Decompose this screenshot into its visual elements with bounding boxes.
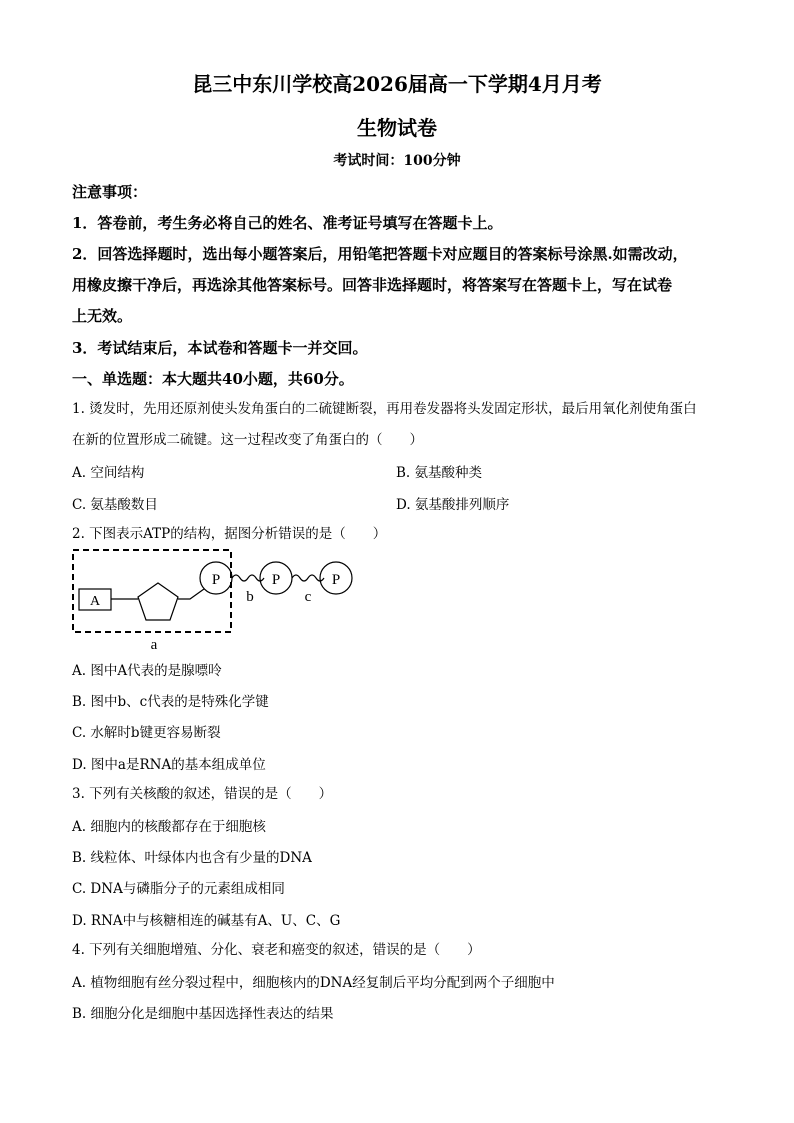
notice-item-1: 1．答卷前，考生务必将自己的姓名、准考证号填写在答题卡上。: [72, 214, 503, 232]
q2-stem: 2. 下图表示ATP的结构，据图分析错误的是（ ）: [72, 526, 387, 542]
q1-option-c: C. 氨基酸数目: [72, 497, 158, 513]
q3-stem: 3. 下列有关核酸的叙述，错误的是（ ）: [72, 786, 333, 802]
notice-item-2-line-2: 用橡皮擦干净后，再选涂其他答案标号。回答非选择题时，将答案写在答题卡上，写在试卷: [72, 276, 673, 294]
q1-stem-line-2: 在新的位置形成二硫键。这一过程改变了角蛋白的（ ）: [72, 432, 423, 448]
q1-option-b: B. 氨基酸种类: [396, 465, 483, 481]
ribose-pentagon: [138, 583, 178, 620]
q4-stem: 4. 下列有关细胞增殖、分化、衰老和癌变的叙述，错误的是（ ）: [72, 942, 481, 958]
exam-subject: 生物试卷: [357, 116, 437, 140]
high-energy-bond-b: [232, 575, 264, 581]
atp-structure-diagram: [70, 549, 370, 653]
exam-time: 考试时间：100分钟: [333, 153, 461, 169]
q4-option-a: A. 植物细胞有丝分裂过程中，细胞核内的DNA经复制后平均分配到两个子细胞中: [72, 975, 555, 991]
adenine-label: A: [89, 594, 101, 609]
high-energy-bond-c: [292, 575, 324, 581]
q2-option-a: A. 图中A代表的是腺嘌呤: [72, 663, 222, 679]
q3-option-b: B. 线粒体、叶绿体内也含有少量的DNA: [72, 850, 312, 866]
svg-text:P: P: [271, 572, 281, 588]
q4-option-b: B. 细胞分化是细胞中基因选择性表达的结果: [72, 1006, 334, 1022]
q1-stem-line-1: 1. 烫发时，先用还原剂使头发角蛋白的二硫键断裂，再用卷发器将头发固定形状，最后用氧化剂使角蛋白: [72, 401, 697, 417]
q2-option-b: B. 图中b、c代表的是特殊化学键: [72, 694, 269, 710]
notice-item-3: 3．考试结束后，本试卷和答题卡一并交回。: [72, 339, 368, 357]
q1-option-d: D. 氨基酸排列顺序: [396, 497, 510, 513]
bond-b-label: b: [246, 589, 254, 605]
exam-title: 昆三中东川学校高2026届高一下学期4月月考: [192, 72, 602, 96]
notice-item-2-line-3: 上无效。: [72, 307, 133, 325]
section-heading: 一、单选题：本大题共40小题，共60分。: [72, 370, 354, 388]
q3-option-d: D. RNA中与核糖相连的碱基有A、U、C、G: [72, 913, 341, 929]
bond-c-label: c: [304, 589, 312, 605]
q1-option-a: A. 空间结构: [72, 465, 145, 481]
svg-text:P: P: [211, 572, 221, 588]
notice-heading: 注意事项：: [72, 183, 148, 201]
group-a-label: a: [150, 637, 158, 653]
q3-option-a: A. 细胞内的核酸都存在于细胞核: [72, 819, 266, 835]
svg-text:P: P: [331, 572, 341, 588]
q2-option-d: D. 图中a是RNA的基本组成单位: [72, 757, 266, 773]
q2-option-c: C. 水解时b键更容易断裂: [72, 725, 221, 741]
notice-item-2-line-1: 2．回答选择题时，选出每小题答案后，用铅笔把答题卡对应题目的答案标号涂黑.如需改动，: [72, 245, 688, 263]
q3-option-c: C. DNA与磷脂分子的元素组成相同: [72, 881, 285, 897]
